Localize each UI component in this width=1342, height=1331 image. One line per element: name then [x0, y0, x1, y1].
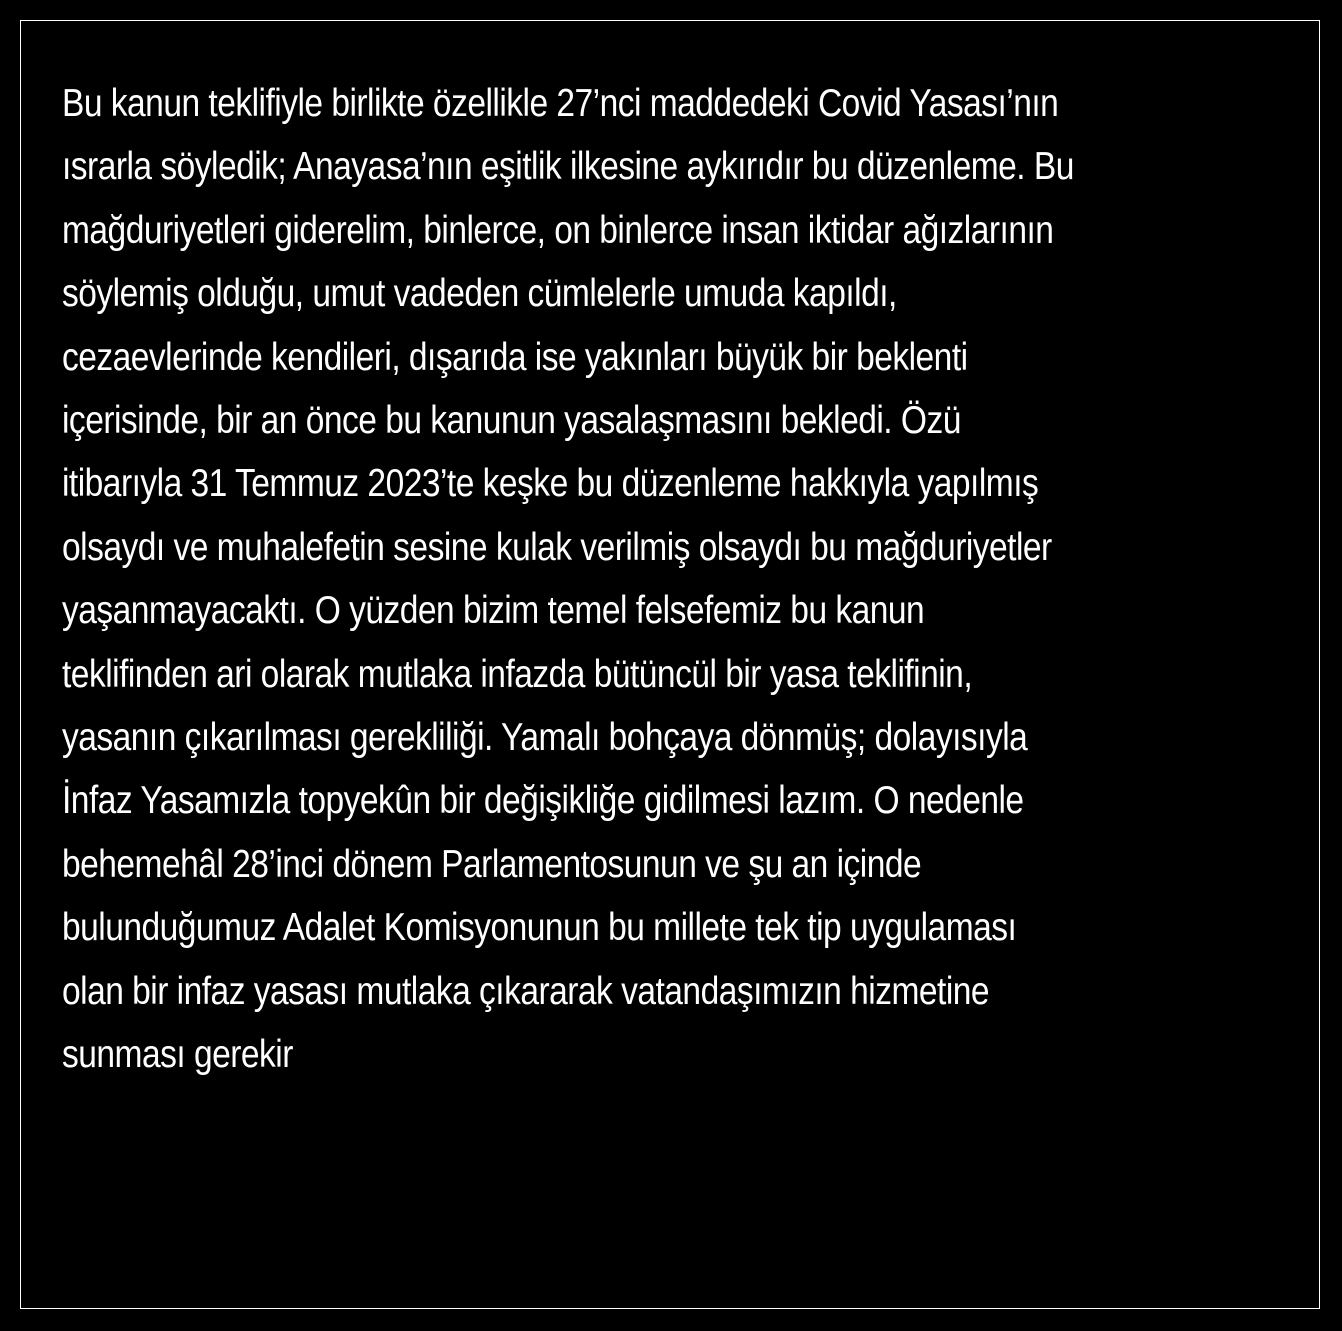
quote-line-5: cezaevlerinde kendileri, dışarıda ise yakınları büyük bir beklenti	[62, 335, 968, 379]
quote-line-16: sunması gerekir	[62, 1033, 293, 1077]
quote-line-15: olan bir infaz yasası mutlaka çıkararak vatandaşımızın hizmetine	[62, 969, 990, 1013]
quote-line-12: İnfaz Yasamızla topyekûn bir değişikliğe gidilmesi lazım. O nedenle	[62, 779, 1024, 823]
quote-line-11: yasanın çıkarılması gerekliliği. Yamalı bohçaya dönmüş; dolayısıyla	[62, 716, 1028, 760]
quote-line-6: içerisinde, bir an önce bu kanunun yasalaşmasını bekledi. Özü	[62, 399, 961, 443]
quote-line-13: behemehâl 28’inci dönem Parlamentosunun ve şu an içinde	[62, 842, 922, 886]
quote-line-1: Bu kanun teklifiyle birlikte özellikle 27’nci maddedeki Covid Yasası’nın	[62, 82, 1059, 125]
quote-line-4: söylemiş olduğu, umut vadeden cümlelerle umuda kapıldı,	[62, 272, 897, 316]
quote-line-3: mağduriyetleri giderelim, binlerce, on binlerce insan iktidar ağızlarının	[62, 208, 1054, 252]
quote-line-10: teklifinden ari olarak mutlaka infazda bütüncül bir yasa teklifinin,	[62, 652, 973, 696]
quote-text	[62, 72, 1128, 1087]
quote-line-14: bulunduğumuz Adalet Komisyonunun bu millete tek tip uygulaması	[62, 906, 1017, 950]
quote-line-2: ısrarla söyledik; Anayasa’nın eşitlik ilkesine aykırıdır bu düzenleme. Bu	[62, 145, 1074, 189]
quote-line-8: olsaydı ve muhalefetin sesine kulak verilmiş olsaydı bu mağduriyetler	[62, 525, 1052, 569]
quote-line-7: itibarıyla 31 Temmuz 2023’te keşke bu düzenleme hakkıyla yapılmış	[62, 462, 1039, 506]
quote-line-9: yaşanmayacaktı. O yüzden bizim temel felsefemiz bu kanun	[62, 589, 925, 633]
